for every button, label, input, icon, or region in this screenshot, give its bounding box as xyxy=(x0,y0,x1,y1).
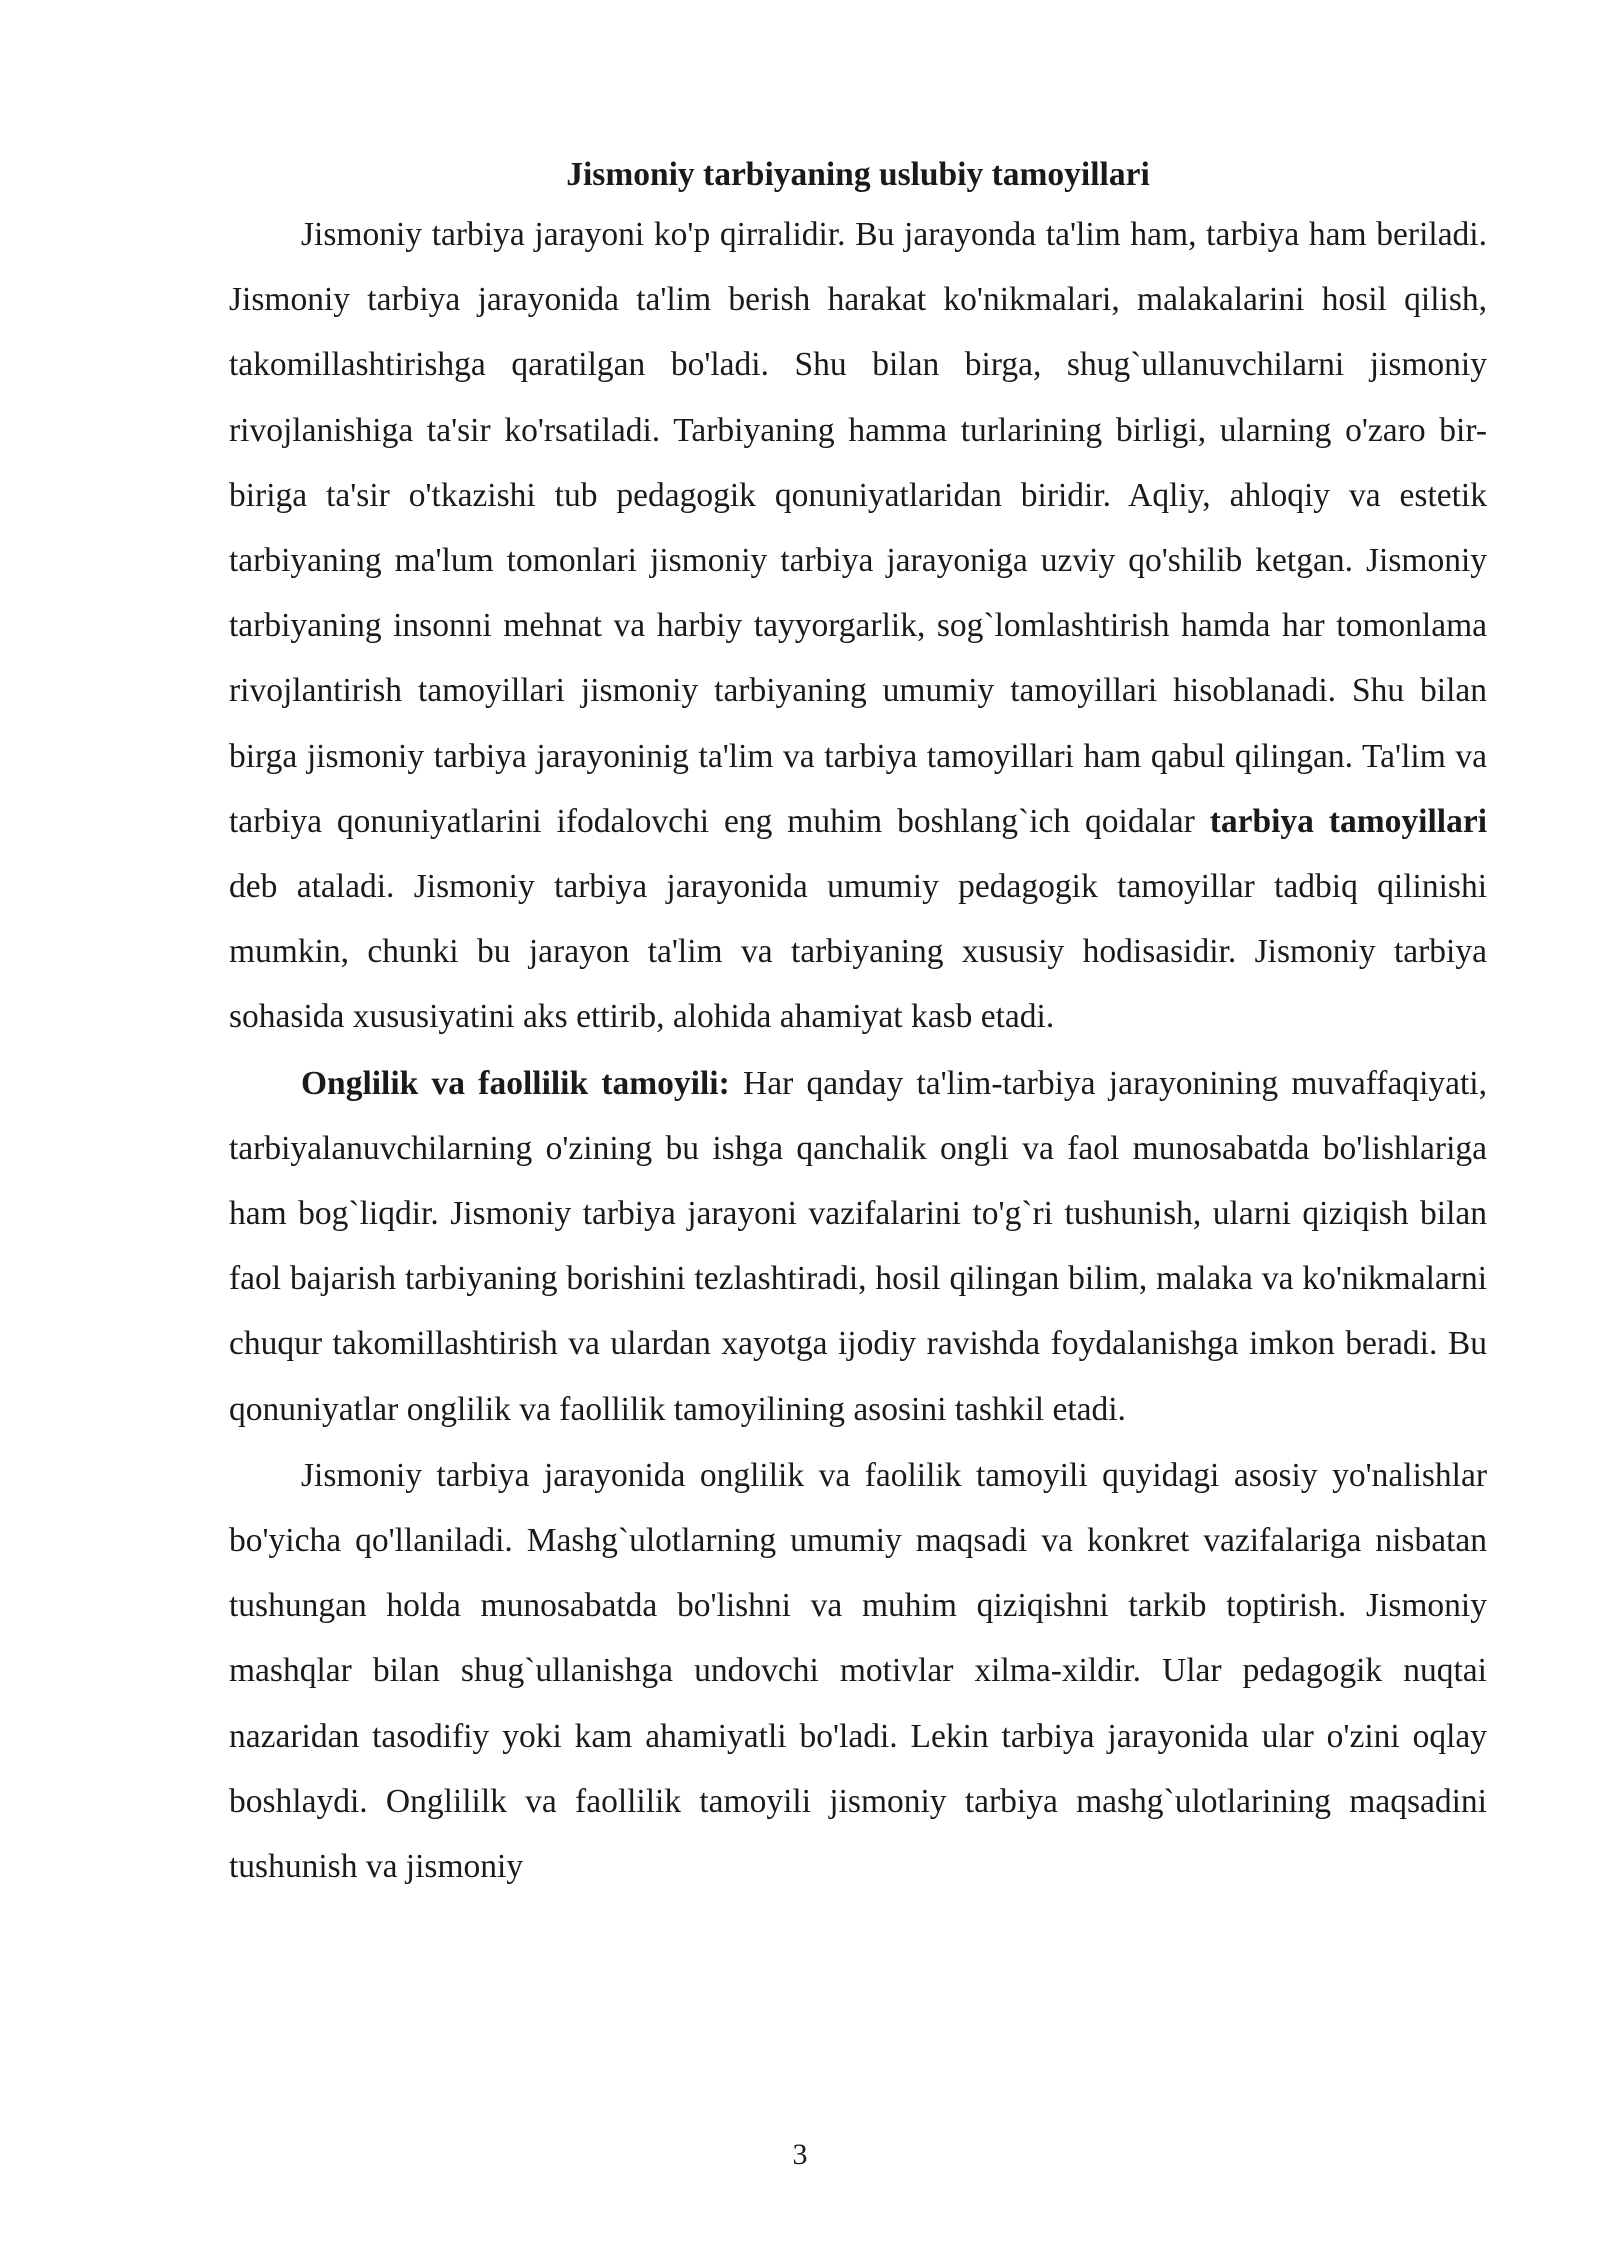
paragraph-text: Har qanday ta'lim-tarbiya jarayonining muvaffaqiyati, tarbiyalanuvchilarning o'zining bu ishga qanchalik ongli va faol munosabatda bo'lishlariga ham bog`liqdir. Jismoniy tarbiya jarayoni vazifalarini to'g`ri tushunish, ularni qiziqish bilan faol bajarish tarbiyaning borishini tezlashtiradi, hosil qilingan bilim, malaka va ko'nikmalarni chuqur takomillashtirish va ulardan xayotga ijodiy ravishda foydalanishga imkon beradi. Bu qonuniyatlar onglilik va faollilik tamoyilining asosini tashkil etadi. xyxy=(229,1064,1487,1428)
paragraph-text: Jismoniy tarbiya jarayonida onglilik va faolilik tamoyili quyidagi asosiy yo'nalishlar bo'yicha qo'llaniladi. Mashg`ulotlarning umumiy maqsadi va konkret vazifalariga nisbatan tushungan holda munosabatda bo'lishni va muhim qiziqishni tarkib toptirish. Jismoniy mashqlar bilan shug`ullanishga undovchi motivlar xilma-xildir. Ular pedagogik nuqtai nazaridan tasodifiy yoki kam ahamiyatli bo'ladi. Lekin tarbiya jarayonida ular o'zini oqlay boshlaydi. Onglililk va faollilik tamoyili jismoniy tarbiya mashg`ulotlarining maqsadini tushunish va jismoniy xyxy=(229,1456,1487,1886)
paragraph-text: deb ataladi. Jismoniy tarbiya jarayonida umumiy pedagogik tamoyillar tadbiq qilinishi mumkin, chunki bu jarayon ta'lim va tarbiyaning xususiy hodisasidir. Jismoniy tarbiya sohasida xususiyatini aks ettirib, alohida ahamiyat kasb etadi. xyxy=(229,868,1487,1036)
page-body xyxy=(229,150,1487,1900)
paragraph-text: Jismoniy tarbiya jarayoni ko'p qirralidir. Bu jarayonda ta'lim ham, tarbiya ham beriladi. Jismoniy tarbiya jarayonida ta'lim berish harakat ko'nikmalari, malakalarini hosil qilish, takomillashtirishga qaratilgan bo'ladi. Shu bilan birga, shug`ullanuvchilarni jismoniy rivojlanishiga ta'sir ko'rsatiladi. Tarbiyaning hamma turlarining birligi, ularning o'zaro bir-biriga ta'sir o'tkazishi tub pedagogik qonuniyatlaridan biridir. Aqliy, ahloqiy va estetik tarbiyaning ma'lum tomonlari jismoniy tarbiya jarayoniga uzviy qo'shilib ketgan. Jismoniy tarbiyaning insonni mehnat va harbiy tayyorgarlik, sog`lomlashtirish hamda har tomonlama rivojlantirish tamoyillari jismoniy tarbiyaning umumiy tamoyillari hisoblanadi. Shu bilan birga jismoniy tarbiya jarayoninig ta'lim va tarbiya tamoyillari ham qabul qilingan. Ta'lim va tarbiya qonuniyatlarini ifodalovchi eng muhim boshlang`ich qoidalar xyxy=(229,216,1487,840)
section-heading-inline: Onglilik va faollilik tamoyili: xyxy=(301,1064,730,1102)
paragraph-onglilik xyxy=(229,1051,1487,1442)
paragraph-intro xyxy=(229,202,1487,1050)
page-title: Jismoniy tarbiyaning uslubiy tamoyillari xyxy=(566,156,1150,193)
paragraph-directions xyxy=(229,1443,1487,1899)
bold-term: tarbiya tamoyillari xyxy=(1209,802,1487,840)
page-number: 3 xyxy=(792,2138,808,2171)
